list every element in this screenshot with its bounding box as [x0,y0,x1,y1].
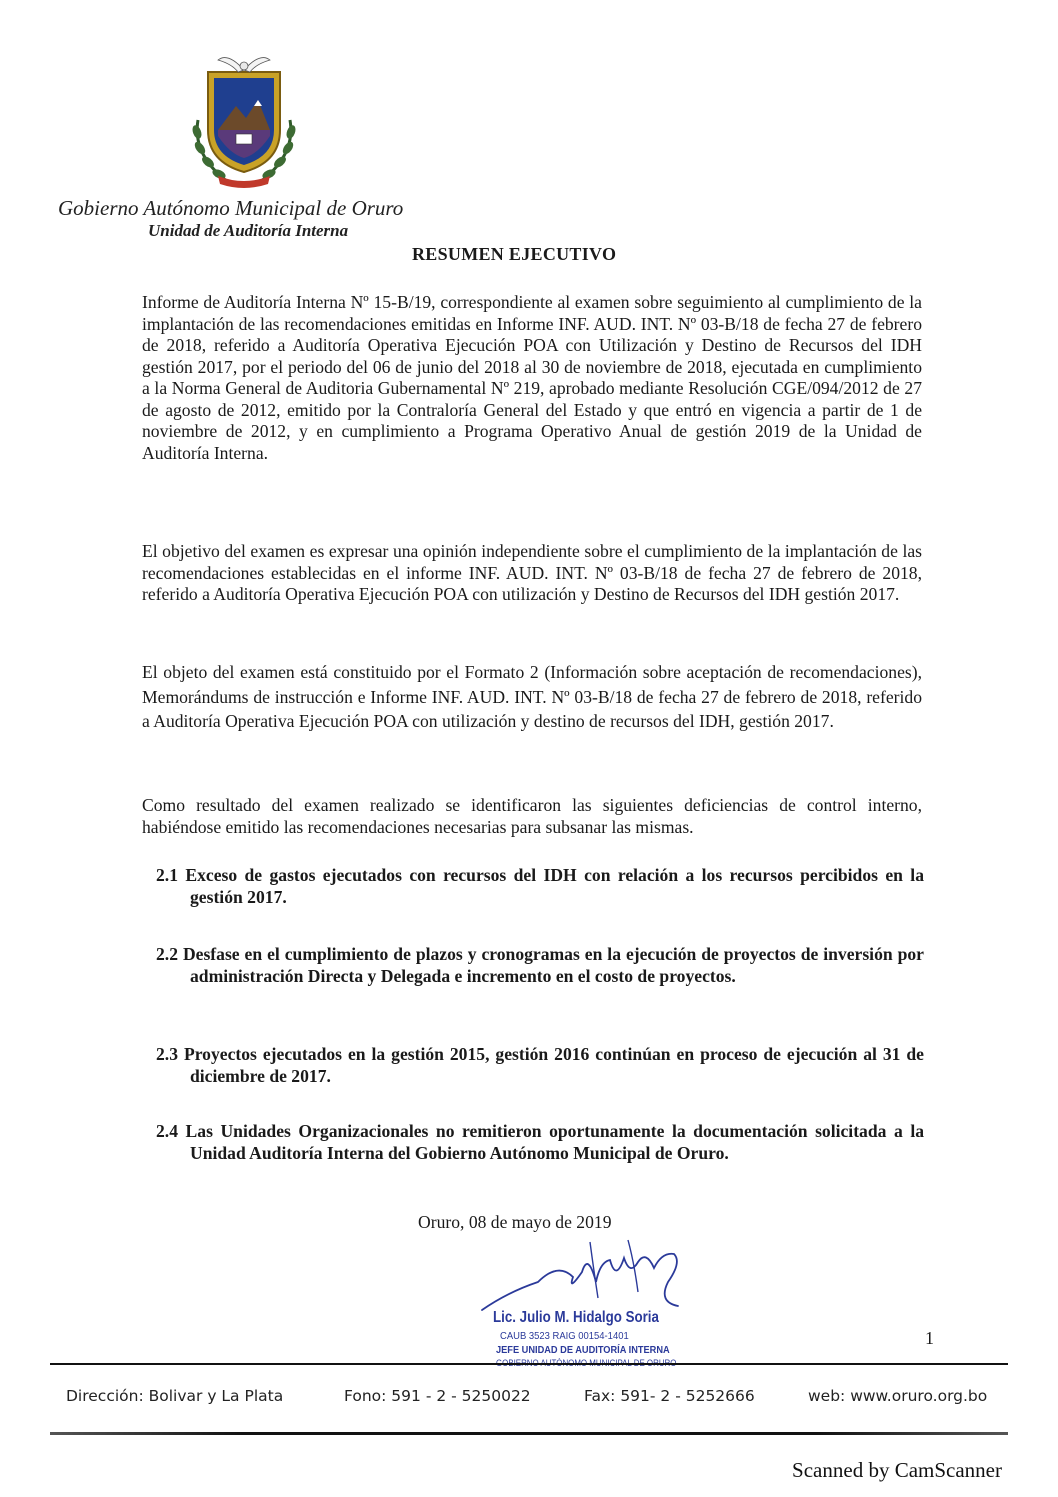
unit-name: Unidad de Auditoría Interna [148,221,349,240]
footer-divider-bottom [50,1432,1008,1435]
organization-name: Gobierno Autónomo Municipal de Oruro [58,196,404,220]
municipal-coat-of-arms-icon [188,50,300,190]
footer-divider-top [50,1363,1008,1365]
paragraph-report-scope: Informe de Auditoría Interna Nº 15-B/19, correspondiente al examen sobre seguimiento al cumplimiento de la implantación de las recomendaciones emitidas en Informe INF. AUD. INT. Nº 03-B/18 de fecha 27 de febrero de 2018, referido a Auditoría Operativa Ejecución POA con Utilización y Destino de Recursos del IDH gestión 2017, por el periodo del 06 de junio del 2018 al 30 de noviembre de 2018, ejecutada en cumplimiento a la Norma General de Auditoria Gubernamental Nº 219, aprobado mediante Resolución CGE/094/2012 de 27 de agosto de 2012, emitido por la Contraloría General del Estado y que entró en vigencia a partir de 1 de noviembre de 2012, y en cumplimiento a Programa Operativo Anual de gestión 2019 de la Unidad de Auditoría Interna. [142,292,922,463]
footer-website: web: www.oruro.org.bo [808,1387,988,1405]
footer-fax: Fax: 591- 2 - 5252666 [584,1387,755,1405]
page-number: 1 [925,1328,934,1348]
stamp-role: JEFE UNIDAD DE AUDITORÍA INTERNA [496,1344,670,1356]
scanner-watermark: Scanned by CamScanner [792,1458,1002,1482]
stamp-registration: CAUB 3523 RAIG 00154-1401 [500,1330,629,1342]
handwritten-signature-icon [478,1232,708,1317]
finding-item: 2.3 Proyectos ejecutados en la gestión 2015, gestión 2016 continúan en proceso de ejecución al 31 de diciembre de 2017. [156,1044,924,1086]
finding-item: 2.4 Las Unidades Organizacionales no remitieron oportunamente la documentación solicitada a la Unidad Auditoría Interna del Gobierno Autónomo Municipal de Oruro. [156,1121,924,1163]
paragraph-objective: El objetivo del examen es expresar una opinión independiente sobre el cumplimiento de la implantación de las recomendaciones establecidas en el informe INF. AUD. INT. Nº 03-B/18 de fecha 27 de febrero de 2018, referido a Auditoría Operativa Ejecución POA con utilización y Destino de Recursos del IDH gestión 2017. [142,541,922,604]
document-title: RESUMEN EJECUTIVO [412,244,617,264]
footer-phone: Fono: 591 - 2 - 5250022 [344,1387,531,1405]
stamp-signer-name: Lic. Julio M. Hidalgo Soria [493,1309,659,1326]
finding-item: 2.1 Exceso de gastos ejecutados con recursos del IDH con relación a los recursos percibidos en la gestión 2017. [156,865,924,907]
footer-address: Dirección: Bolivar y La Plata [66,1387,284,1405]
paragraph-object: El objeto del examen está constituido por el Formato 2 (Información sobre aceptación de recomendaciones), Memorándums de instrucción e Informe INF. AUD. INT. Nº 03-B/18 de fecha 27 de febrero de 2018, referido a Auditoría Operativa Ejecución POA con utilización y destino de recursos del IDH, gestión 2017. [142,662,922,731]
place-date: Oruro, 08 de mayo de 2019 [418,1212,612,1232]
finding-item: 2.2 Desfase en el cumplimiento de plazos y cronogramas en la ejecución de proyectos de inversión por administración Directa y Delegada e incremento en el costo de proyectos. [156,944,924,986]
paragraph-results: Como resultado del examen realizado se identificaron las siguientes deficiencias de control interno, habiéndose emitido las recomendaciones necesarias para subsanar las mismas. [142,795,922,837]
